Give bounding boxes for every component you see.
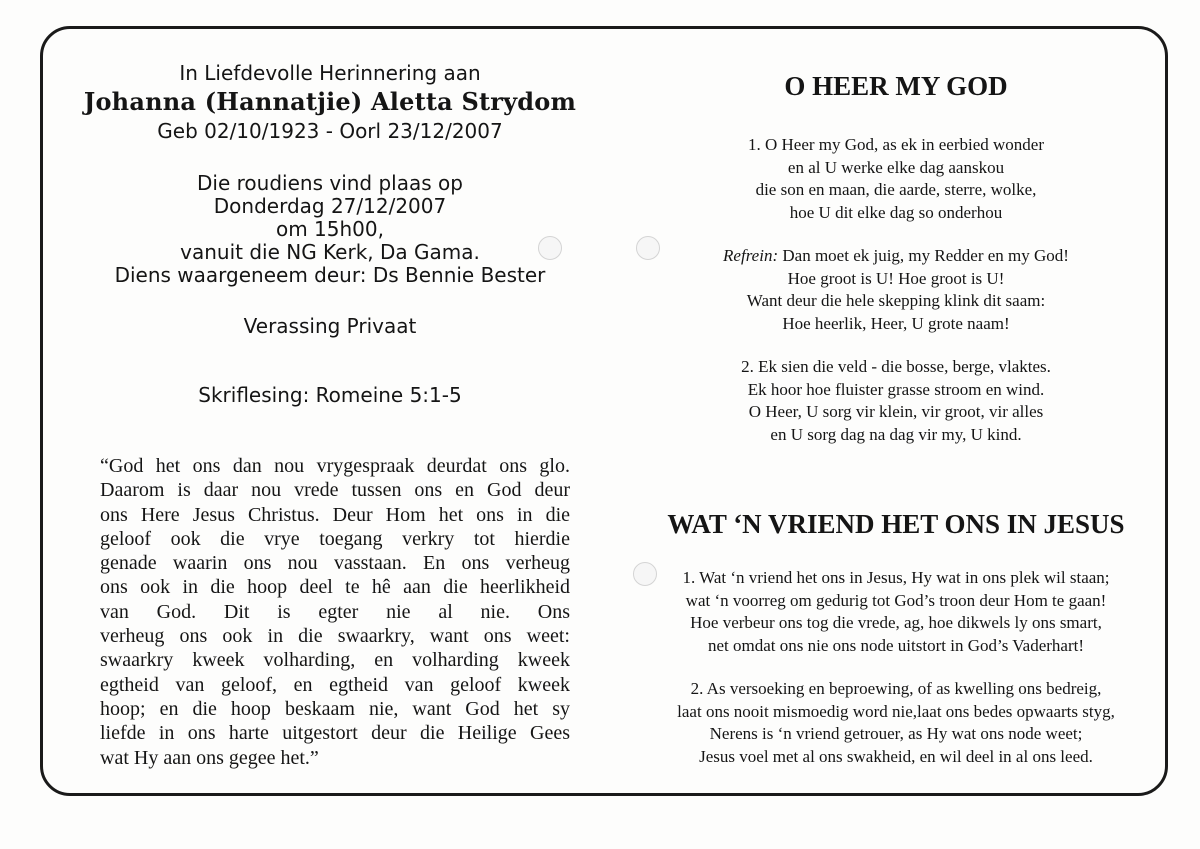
- hymn-1-verse-2: [636, 356, 1156, 447]
- verse-line: die son en maan, die aarde, sterre, wolke,: [755, 180, 1037, 200]
- refrain-label: Refrein:: [723, 246, 779, 265]
- verse-line: 1. O Heer my God, as ek in eerbied wonder: [748, 135, 1044, 154]
- life-dates: Geb 02/10/1923 - Oorl 23/12/2007: [157, 119, 503, 143]
- service-line: vanuit die NG Kerk, Da Gama.: [180, 240, 480, 264]
- verse-line: Hoe heerlik, Heer, U grote naam!: [782, 314, 1010, 334]
- reading-line: “God het ons dan nou vrygespraak deurdat ons glo.: [100, 455, 570, 477]
- verse-line: en U sorg dag na dag vir my, U kind.: [770, 425, 1022, 445]
- verse-line: laat ons nooit mismoedig word nie,laat ons bedes opwaarts styg,: [677, 701, 1115, 721]
- verse-line: Hoe verbeur ons tog die vrede, ag, hoe dikwels ly ons smart,: [690, 613, 1102, 633]
- reading-line: liefde in ons harte uitgestort deur die Heilige Gees: [100, 722, 570, 745]
- verse-line: en al U werke elke dag aanskou: [787, 157, 1005, 177]
- verse-line: net omdat ons nie ons node uitstort in God’s Vaderhart!: [708, 636, 1084, 656]
- verse-line: wat ‘n voorreg om gedurig tot God’s troon deur Hom te gaan!: [685, 590, 1107, 610]
- hymn-1-verse-1: [636, 134, 1156, 225]
- reading-line: genade waarin ons nou vasstaan. En ons verheug: [100, 552, 570, 575]
- verse-line: Jesus voel met al ons swakheid, en wil deel in al ons leed.: [699, 747, 1093, 767]
- verse-line: Want deur die hele skepping klink dit saam:: [746, 291, 1046, 311]
- reading-line: swaarkry kweek volharding, en volharding kweek: [100, 649, 570, 672]
- service-line: Diens waargeneem deur: Ds Bennie Bester: [114, 263, 546, 287]
- cremation-note: Verassing Privaat: [243, 314, 417, 338]
- verse-line: O Heer, U sorg vir klein, vir groot, vir alles: [748, 402, 1044, 422]
- scripture-reading: [100, 454, 570, 770]
- verse-line: Nerens is ‘n vriend getrouer, as Hy wat ons node weet;: [709, 724, 1083, 744]
- intro-line: In Liefdevolle Herinnering aan: [179, 61, 481, 85]
- reading-line: verheug ons ook in die swaarkry, want ons weet:: [100, 625, 570, 648]
- verse-line: Ek hoor hoe fluister grasse stroom en wind.: [747, 379, 1045, 399]
- service-line: Donderdag 27/12/2007: [213, 194, 447, 218]
- reading-line: ons Here Jesus Christus. Deur Hom het ons in die: [100, 503, 570, 526]
- verse-line: Hoe groot is U! Hoe groot is U!: [787, 268, 1005, 288]
- reading-line: egtheid van geloof, en egtheid van geloof kweek: [100, 673, 570, 696]
- verse-line: 1. Wat ‘n vriend het ons in Jesus, Hy wat in ons plek wil staan;: [682, 568, 1110, 587]
- hymn-1-refrain: [636, 245, 1156, 336]
- reading-line: geloof ook die vrye toegang verkry tot hierdie: [100, 527, 570, 550]
- service-line: om 15h00,: [275, 217, 384, 241]
- hymn-1: [636, 70, 1156, 102]
- hymn-2: [636, 508, 1156, 540]
- reading-line: ons ook in die hoop deel te hê aan die heerlikheid: [100, 576, 570, 599]
- reading-line: hoop; en die hoop beskaam nie, want God het sy: [100, 697, 570, 720]
- left-page: [52, 60, 608, 408]
- deceased-name: Johanna (Hannatjie) Aletta Strydom: [83, 87, 577, 116]
- service-line: Die roudiens vind plaas op: [197, 171, 463, 195]
- verse-line: Dan moet ek juig, my Redder en my God!: [782, 246, 1069, 265]
- reading-title: Skriflesing: Romeine 5:1-5: [198, 383, 462, 407]
- reading-line: Daarom is daar nou vrede tussen ons en God deur: [100, 479, 570, 502]
- reading-line: wat Hy aan ons gegee het.”: [100, 746, 319, 769]
- hymn-2-title: WAT ‘N VRIEND HET ONS IN JESUS: [667, 509, 1125, 539]
- verse-line: hoe U dit elke dag so onderhou: [789, 203, 1003, 223]
- hymn-2-verse-1: [636, 567, 1156, 658]
- reading-line: van God. Dit is egter nie al nie. Ons: [100, 600, 570, 623]
- verse-line: 2. As versoeking en beproewing, of as kwelling ons bedreig,: [690, 679, 1102, 698]
- hymn-2-verse-2: [636, 678, 1156, 769]
- verse-line: 2. Ek sien die veld - die bosse, berge, vlaktes.: [741, 357, 1051, 376]
- hymn-1-title: O HEER MY GOD: [784, 71, 1008, 101]
